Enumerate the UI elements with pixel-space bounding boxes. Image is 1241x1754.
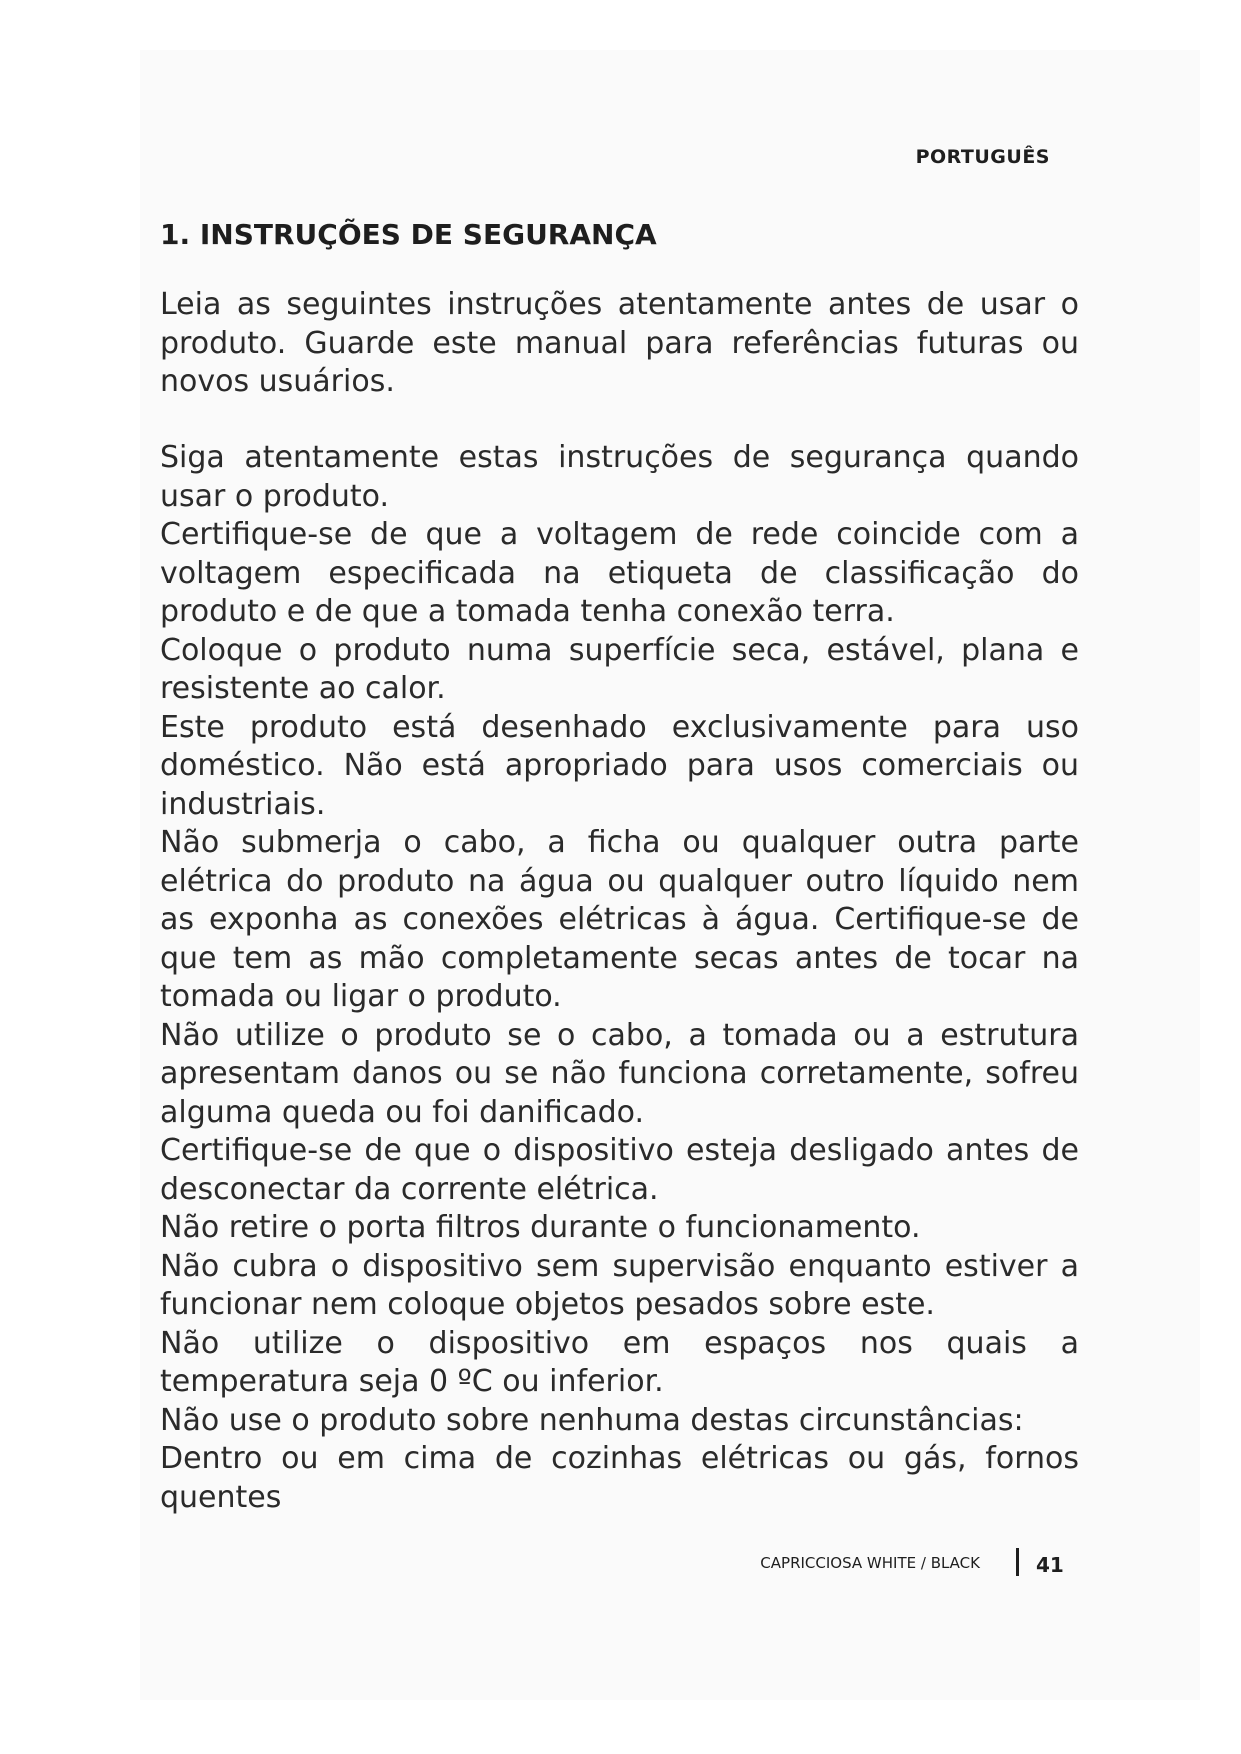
footer-divider xyxy=(1016,1548,1019,1576)
page-number: 41 xyxy=(1036,1553,1064,1577)
instruction-item: Não cubra o dispositivo sem supervisão enquanto estiver a funcionar nem coloque objetos pesados sobre este. xyxy=(160,1248,1079,1322)
intro-paragraph xyxy=(160,286,1079,402)
instruction-item: Não submerja o cabo, a ficha ou qualquer outra parte elétrica do produto na água ou qualquer outro líquido nem as exponha as conexões elétricas à água. Certifique-se de que tem as mão completamente secas antes de tocar na tomada ou ligar o produto. xyxy=(160,825,1079,1014)
intro-text: Leia as seguintes instruções atentamente antes de usar o produto. Guarde este manual para referências futuras ou novos usuários. xyxy=(160,287,1079,399)
safety-instructions-list xyxy=(160,439,1079,1517)
section-title: 1. INSTRUÇÕES DE SEGURANÇA xyxy=(160,218,657,251)
instruction-item: Certifique-se de que a voltagem de rede coincide com a voltagem especificada na etiqueta de classificação do produto e de que a tomada tenha conexão terra. xyxy=(160,517,1079,629)
instruction-item: Não utilize o produto se o cabo, a tomada ou a estrutura apresentam danos ou se não funciona corretamente, sofreu alguma queda ou foi danificado. xyxy=(160,1017,1079,1130)
instruction-item: Não retire o porta filtros durante o funcionamento. xyxy=(160,1210,921,1245)
instruction-item: Coloque o produto numa superfície seca, estável, plana e resistente ao calor. xyxy=(160,632,1079,706)
instruction-item: Não use o produto sobre nenhuma destas circunstâncias: xyxy=(160,1402,1024,1438)
instruction-item: Siga atentamente estas instruções de segurança quando usar o produto. xyxy=(160,440,1079,514)
instruction-item: Dentro ou em cima de cozinhas elétricas ou gás, fornos quentes xyxy=(160,1441,1079,1515)
instruction-item: Não utilize o dispositivo em espaços nos quais a temperatura seja 0 ºC ou inferior. xyxy=(160,1325,1079,1399)
footer-model-name: CAPRICCIOSA WHITE / BLACK xyxy=(760,1554,980,1572)
instruction-item: Este produto está desenhado exclusivamente para uso doméstico. Não está apropriado para usos comerciais ou industriais. xyxy=(160,709,1079,822)
language-label: PORTUGUÊS xyxy=(915,146,1050,168)
instruction-item: Certifique-se de que o dispositivo esteja desligado antes de desconectar da corrente elétrica. xyxy=(160,1133,1079,1207)
